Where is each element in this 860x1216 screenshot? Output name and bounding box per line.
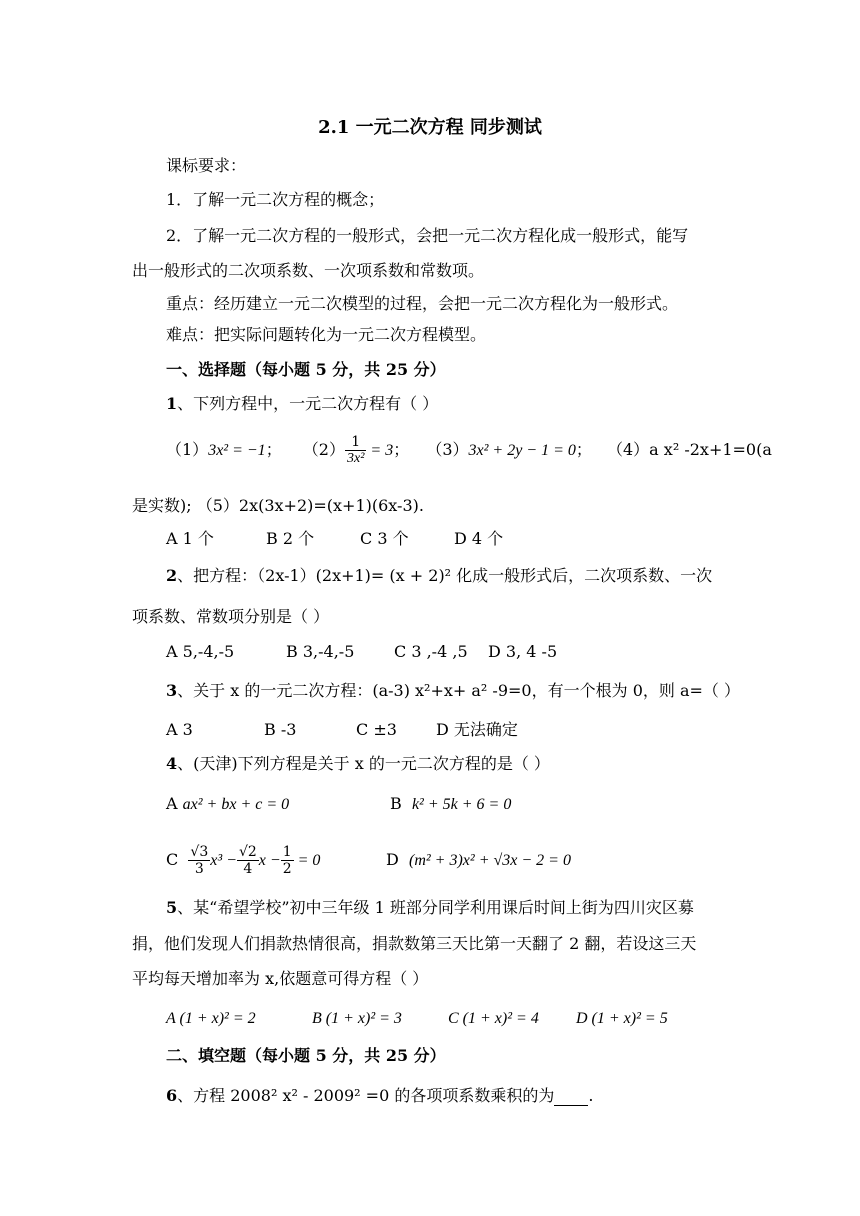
option-a: A 3	[166, 720, 193, 739]
option-b: B 3,-4,-5	[286, 642, 355, 661]
term: = 0	[293, 852, 321, 869]
question-text: 、关于 x 的一元二次方程：(a-3) x²+x+ a² -9=0，有一个根为 0，则 a=（ ）	[177, 681, 740, 700]
frac-denominator: 2	[282, 861, 292, 877]
section-1-heading: 一、选择题（每小题 5 分，共 25 分）	[166, 360, 446, 379]
question-4-options-ab	[166, 794, 511, 815]
option-expr: ax² + bx + c = 0	[182, 796, 290, 813]
eq-3: 3x² + 2y − 1 = 0	[468, 442, 576, 459]
option-a: A 5,-4,-5	[166, 642, 235, 661]
question-2-options	[166, 642, 557, 662]
option-d: D 无法确定	[436, 720, 518, 739]
question-number: 3	[166, 681, 178, 700]
frac-numerator: 1	[282, 844, 292, 860]
key-point: 重点：经历建立一元二次模型的过程，会把一元二次方程化为一般形式。	[166, 294, 679, 313]
option-label: A	[166, 794, 178, 813]
question-text: 、某“希望学校”初中三年级 1 班部分同学利用课后时间上街为四川灾区募	[177, 898, 694, 917]
section-2-heading: 二、填空题（每小题 5 分，共 25 分）	[166, 1046, 446, 1065]
frac-numerator: 1	[345, 434, 366, 451]
question-number: 4	[166, 754, 178, 773]
option-c: C (1 + x)² = 4	[448, 1010, 539, 1027]
option-a	[166, 794, 390, 815]
frac-1-over-2	[281, 844, 294, 877]
question-4-options-cd	[166, 840, 571, 881]
frac-denominator: 3	[194, 861, 204, 877]
eq-2-fraction	[345, 434, 366, 467]
eq-3-label: （3）	[426, 440, 469, 459]
question-4-stem	[166, 754, 550, 774]
answer-blank[interactable]	[554, 1091, 588, 1106]
option-d: D (1 + x)² = 5	[576, 1010, 668, 1027]
frac-denominator: 4	[243, 861, 253, 877]
frac-denominator: 3x²	[346, 451, 365, 466]
question-text: 、(天津)下列方程是关于 x 的一元二次方程的是（ ）	[177, 754, 550, 773]
option-d: D 3, 4 -5	[488, 642, 558, 661]
question-6-stem	[166, 1086, 593, 1106]
question-3-stem	[166, 681, 740, 701]
question-number: 2	[166, 566, 178, 585]
eq-4: （4）a x² -2x+1=0(a	[607, 440, 772, 459]
option-c: C ±3	[356, 720, 397, 739]
question-1-options	[166, 529, 503, 549]
question-3-options	[166, 720, 518, 740]
question-number: 5	[166, 898, 178, 917]
question-tail: .	[588, 1086, 594, 1105]
question-text: 、方程 2008² x² - 2009² =0 的各项项系数乘积的为	[177, 1086, 555, 1105]
term: x −	[258, 852, 281, 869]
requirement-2b: 出一般形式的二次项系数、一次项系数和常数项。	[132, 261, 485, 280]
question-number: 1	[166, 394, 178, 413]
question-1-equations: （1）3x² = −1； （2） $\frac{1}{\text{3x²}}$ = 3； （3）3x² + 2y − 1 = 0； （4）a x² -2x+1=0(a	[166, 434, 772, 466]
frac-numerator: √3	[190, 844, 209, 860]
question-5-options	[166, 1008, 668, 1029]
option-label: B	[390, 794, 402, 813]
eq-1: 3x² = −1	[208, 442, 266, 459]
question-5-stem	[166, 898, 694, 918]
frac-numerator: √2	[238, 844, 257, 860]
option-a: A 1 个	[166, 529, 214, 548]
option-b	[390, 794, 511, 815]
question-2-stem-b: 项系数、常数项分别是（ ）	[132, 607, 330, 626]
frac-sqrt3-over-3	[188, 844, 210, 877]
difficulty: 难点：把实际问题转化为一元二次方程模型。	[166, 325, 487, 344]
term: x³ −	[210, 852, 237, 869]
question-1-line2: 是实数); （5）2x(3x+2)=(x+1)(6x-3).	[132, 496, 424, 515]
question-text: 、把方程：（2x-1）(2x+1)= (x + 2)² 化成一般形式后，二次项系数、一次	[177, 566, 713, 585]
eq-1-label: （1）	[166, 440, 209, 459]
option-c: C 3 ,-4 ,5	[394, 642, 468, 661]
frac-sqrt2-over-4	[237, 844, 259, 877]
option-b: B 2 个	[266, 529, 315, 548]
option-b: B (1 + x)² = 3	[312, 1010, 402, 1027]
option-d: D 4 个	[454, 529, 504, 548]
question-5-stem-b: 捐，他们发现人们捐款热情很高，捐款数第三天比第一天翻了 2 翻，若设这三天	[132, 934, 697, 953]
option-b: B -3	[264, 720, 297, 739]
requirement-1: 1．了解一元二次方程的概念；	[166, 190, 385, 209]
requirements-heading: 课标要求：	[166, 156, 247, 175]
option-d	[386, 840, 571, 881]
page-title: 2.1 一元二次方程 同步测试	[318, 117, 542, 138]
eq-2-rhs: = 3	[366, 442, 394, 459]
question-2-stem	[166, 566, 712, 586]
question-5-stem-c: 平均每天增加率为 x,依题意可得方程（ ）	[132, 969, 429, 988]
option-c: C 3 个	[360, 529, 409, 548]
question-number: 6	[166, 1086, 178, 1105]
option-c	[166, 840, 386, 881]
question-text: 、下列方程中，一元二次方程有（ ）	[177, 394, 439, 413]
requirement-2a: 2．了解一元二次方程的一般形式，会把一元二次方程化成一般形式，能写	[166, 226, 689, 245]
option-expr: (m² + 3)x² + √3x − 2 = 0	[409, 852, 571, 869]
eq-2-label: （2）	[302, 440, 345, 459]
question-1-stem	[166, 394, 438, 414]
option-expr: k² + 5k + 6 = 0	[411, 796, 512, 813]
option-label: D	[386, 850, 399, 869]
option-a: A (1 + x)² = 2	[166, 1010, 256, 1027]
option-label: C	[166, 850, 179, 869]
